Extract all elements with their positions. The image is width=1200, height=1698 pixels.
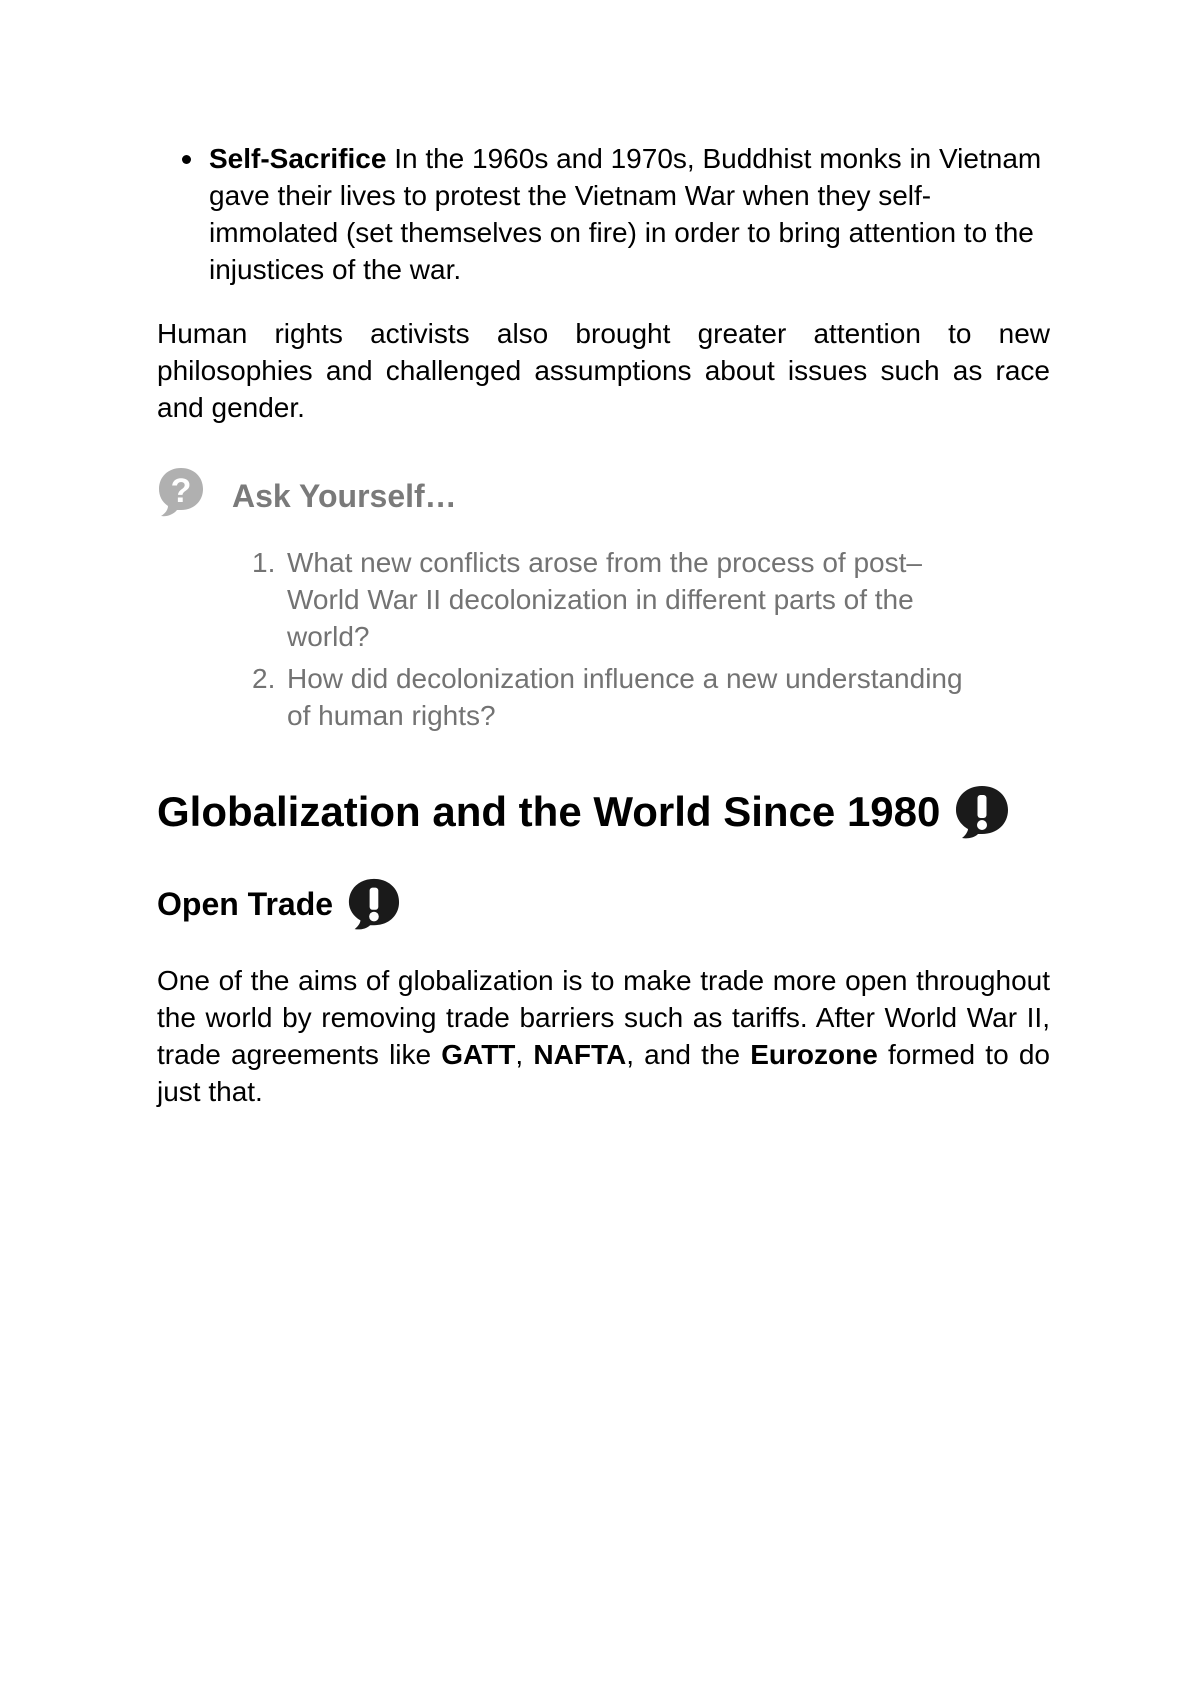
ask-yourself-title: Ask Yourself… (232, 478, 457, 514)
list-item (157, 140, 1050, 288)
bullet-term: Self-Sacrifice (209, 143, 387, 174)
paragraph-text: One of the aims of globalization is to make trade more open throughout the world by removing trade barriers such as tariffs. After World War II, trade agreements like (157, 965, 1050, 1070)
bullet-dot (182, 155, 191, 164)
question-item (157, 660, 987, 734)
question-text: What new conflicts arose from the process of post–World War II decolonization in different parts of the world? (287, 547, 922, 652)
question-item (157, 544, 987, 655)
question-text: How did decolonization influence a new understanding of human rights? (287, 663, 963, 731)
paragraph-open-trade (157, 962, 1050, 1110)
section-heading (157, 782, 1050, 842)
term-gatt: GATT (441, 1039, 516, 1070)
bullet-text: In the 1960s and 1970s, Buddhist monks in Vietnam gave their lives to protest the Vietnam War when they self-immolated (set themselves on fire) in order to bring attention to the injustices of the war. (209, 143, 1042, 285)
question-number: 2. (252, 663, 276, 694)
paragraph-human-rights: Human rights activists also brought greater attention to new philosophies and challenged assumptions about issues such as race and gender. (157, 318, 1050, 423)
term-nafta: NAFTA (533, 1039, 627, 1070)
document-page (157, 140, 1050, 1110)
exclamation-bubble-icon (345, 877, 401, 931)
section-heading-text: Globalization and the World Since 1980 (157, 788, 941, 835)
ask-yourself-header (157, 466, 1050, 522)
ask-yourself-questions (157, 544, 1050, 734)
svg-text:?: ? (170, 472, 192, 510)
term-eurozone: Eurozone (750, 1039, 878, 1070)
subsection-heading-text: Open Trade (157, 886, 334, 922)
paragraph-text: , (515, 1039, 534, 1070)
paragraph-text: , and the (626, 1039, 751, 1070)
subsection-heading (157, 876, 1050, 932)
exclamation-bubble-icon (952, 784, 1010, 840)
paragraph-text: formed to do just that. (157, 1039, 1050, 1107)
question-number: 1. (252, 547, 276, 578)
bullet-list (157, 140, 1050, 288)
question-bubble-icon (157, 466, 205, 518)
